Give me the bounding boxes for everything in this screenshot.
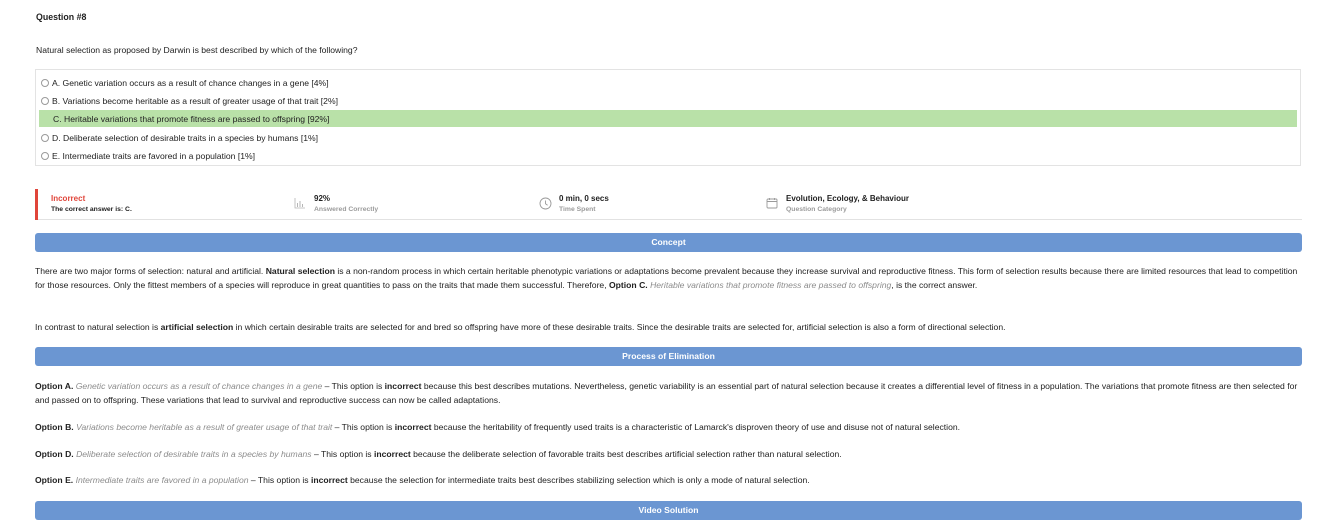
- concept-text: In contrast to natural selection is: [35, 322, 161, 332]
- time-label: Time Spent: [559, 206, 596, 213]
- video-solution-header[interactable]: Video Solution: [35, 501, 1302, 520]
- elimination-option-d: [35, 447, 1301, 461]
- option-a[interactable]: [39, 74, 1297, 91]
- option-c-label: C. Heritable variations that promote fitness are passed to offspring [92%]: [53, 113, 330, 124]
- option-e-label: E. Intermediate traits are favored in a population [1%]: [52, 150, 256, 161]
- concept-emphasis: Natural selection: [265, 266, 335, 276]
- concept-text: .: [645, 280, 651, 290]
- option-name: Option A.: [35, 381, 74, 391]
- option-quote: Intermediate traits are favored in a population: [75, 475, 249, 485]
- concept-emphasis: Option C: [609, 280, 646, 290]
- concept-paragraph-2: [35, 320, 1301, 334]
- verdict: incorrect: [310, 475, 348, 485]
- explanation-text: – This option is: [332, 422, 395, 432]
- calendar-icon: [766, 197, 778, 209]
- option-name: Option D.: [35, 449, 74, 459]
- radio-icon[interactable]: [41, 97, 49, 105]
- radio-icon[interactable]: [41, 152, 49, 160]
- concept-text: , is the correct answer.: [891, 280, 978, 290]
- question-category: Evolution, Ecology, & Behaviour: [786, 194, 909, 203]
- explanation-text: – This option is: [248, 475, 311, 485]
- explanation-text: because the selection for intermediate traits best describes stabilizing selection which is only a mode of natural selection.: [347, 475, 810, 485]
- option-b[interactable]: [39, 92, 1297, 109]
- result-status: [51, 194, 132, 213]
- concept-text: in which certain desirable traits are selected for and bred so offspring have more of these desirable traits. Since the desirable traits are selected for, artificial selection is also a form of directional selection.: [233, 322, 1006, 332]
- concept-text: There are two major forms of selection: natural and artificial.: [35, 266, 266, 276]
- option-quote: Genetic variation occurs as a result of chance changes in a gene: [75, 381, 323, 391]
- answered-percent: 92%: [314, 194, 331, 203]
- option-d[interactable]: [39, 129, 1297, 146]
- explanation-text: – This option is: [322, 381, 385, 391]
- incorrect-indicator-bar: [35, 189, 38, 220]
- option-e[interactable]: [39, 147, 1297, 164]
- option-quote: Variations become heritable as a result of greater usage of that trait: [76, 422, 333, 432]
- option-quote: Deliberate selection of desirable traits in a species by humans: [76, 449, 312, 459]
- category-label: Question Category: [786, 206, 847, 213]
- explanation-text: because the deliberate selection of favorable traits best describes artificial selection rather than natural selection.: [410, 449, 842, 459]
- option-a-label: A. Genetic variation occurs as a result of chance changes in a gene [4%]: [52, 77, 329, 88]
- option-quote: Heritable variations that promote fitness are passed to offspring: [650, 280, 892, 290]
- option-c-correct[interactable]: [39, 110, 1297, 127]
- correct-answer-text: The correct answer is: C.: [51, 206, 132, 213]
- bar-chart-icon: [294, 197, 306, 209]
- time-spent: 0 min, 0 secs: [559, 194, 609, 203]
- time-stat: [559, 194, 609, 213]
- answered-stat: [314, 194, 378, 213]
- concept-paragraph-1: [35, 264, 1301, 292]
- concept-text: is a non-random process in which certain heritable phenotypic variations or adaptations become prevalent because they increase survival and reproductive fitness. This form of selection results because there are limited resources that lead to competition for those resources. Only the fittest members of a species will reproduce in great quantities to pass on the traits that made them successful. Therefore,: [35, 266, 1298, 290]
- result-status-text: Incorrect: [51, 194, 86, 203]
- clock-icon: [539, 197, 552, 210]
- radio-icon[interactable]: [41, 134, 49, 142]
- result-stats: [35, 189, 1302, 220]
- radio-icon[interactable]: [41, 79, 49, 87]
- verdict: incorrect: [394, 422, 432, 432]
- answered-label: Answered Correctly: [314, 206, 379, 213]
- elimination-header[interactable]: Process of Elimination: [35, 347, 1302, 366]
- answer-options: [35, 69, 1301, 166]
- question-number: Question #8: [36, 12, 87, 22]
- verdict: incorrect: [384, 381, 422, 391]
- option-name: Option B.: [35, 422, 74, 432]
- concept-header[interactable]: Concept: [35, 233, 1302, 252]
- explanation-text: – This option is: [311, 449, 374, 459]
- elimination-option-b: [35, 420, 1301, 434]
- option-name: Option E.: [35, 475, 74, 485]
- category-stat: [786, 194, 909, 213]
- elimination-option-a: [35, 379, 1301, 407]
- question-text: Natural selection as proposed by Darwin is best described by which of the following?: [36, 45, 358, 55]
- option-d-label: D. Deliberate selection of desirable traits in a species by humans [1%]: [52, 132, 319, 143]
- option-b-label: B. Variations become heritable as a result of greater usage of that trait [2%]: [52, 95, 338, 106]
- explanation-text: because this best describes mutations. Nevertheless, genetic variability is an essential part of natural selection because it creates a differential level of fitness in a population. The variations that promote fitness are then selected for and passed on to offspring. These variations that lead to survival and reproductive success can now be called adaptations.: [35, 381, 1298, 405]
- elimination-option-e: [35, 473, 1301, 487]
- explanation-text: because the heritability of frequently used traits is a characteristic of Lamarck's disproven theory of use and disuse not of natural selection.: [431, 422, 961, 432]
- concept-emphasis: artificial selection: [160, 322, 234, 332]
- verdict: incorrect: [373, 449, 411, 459]
